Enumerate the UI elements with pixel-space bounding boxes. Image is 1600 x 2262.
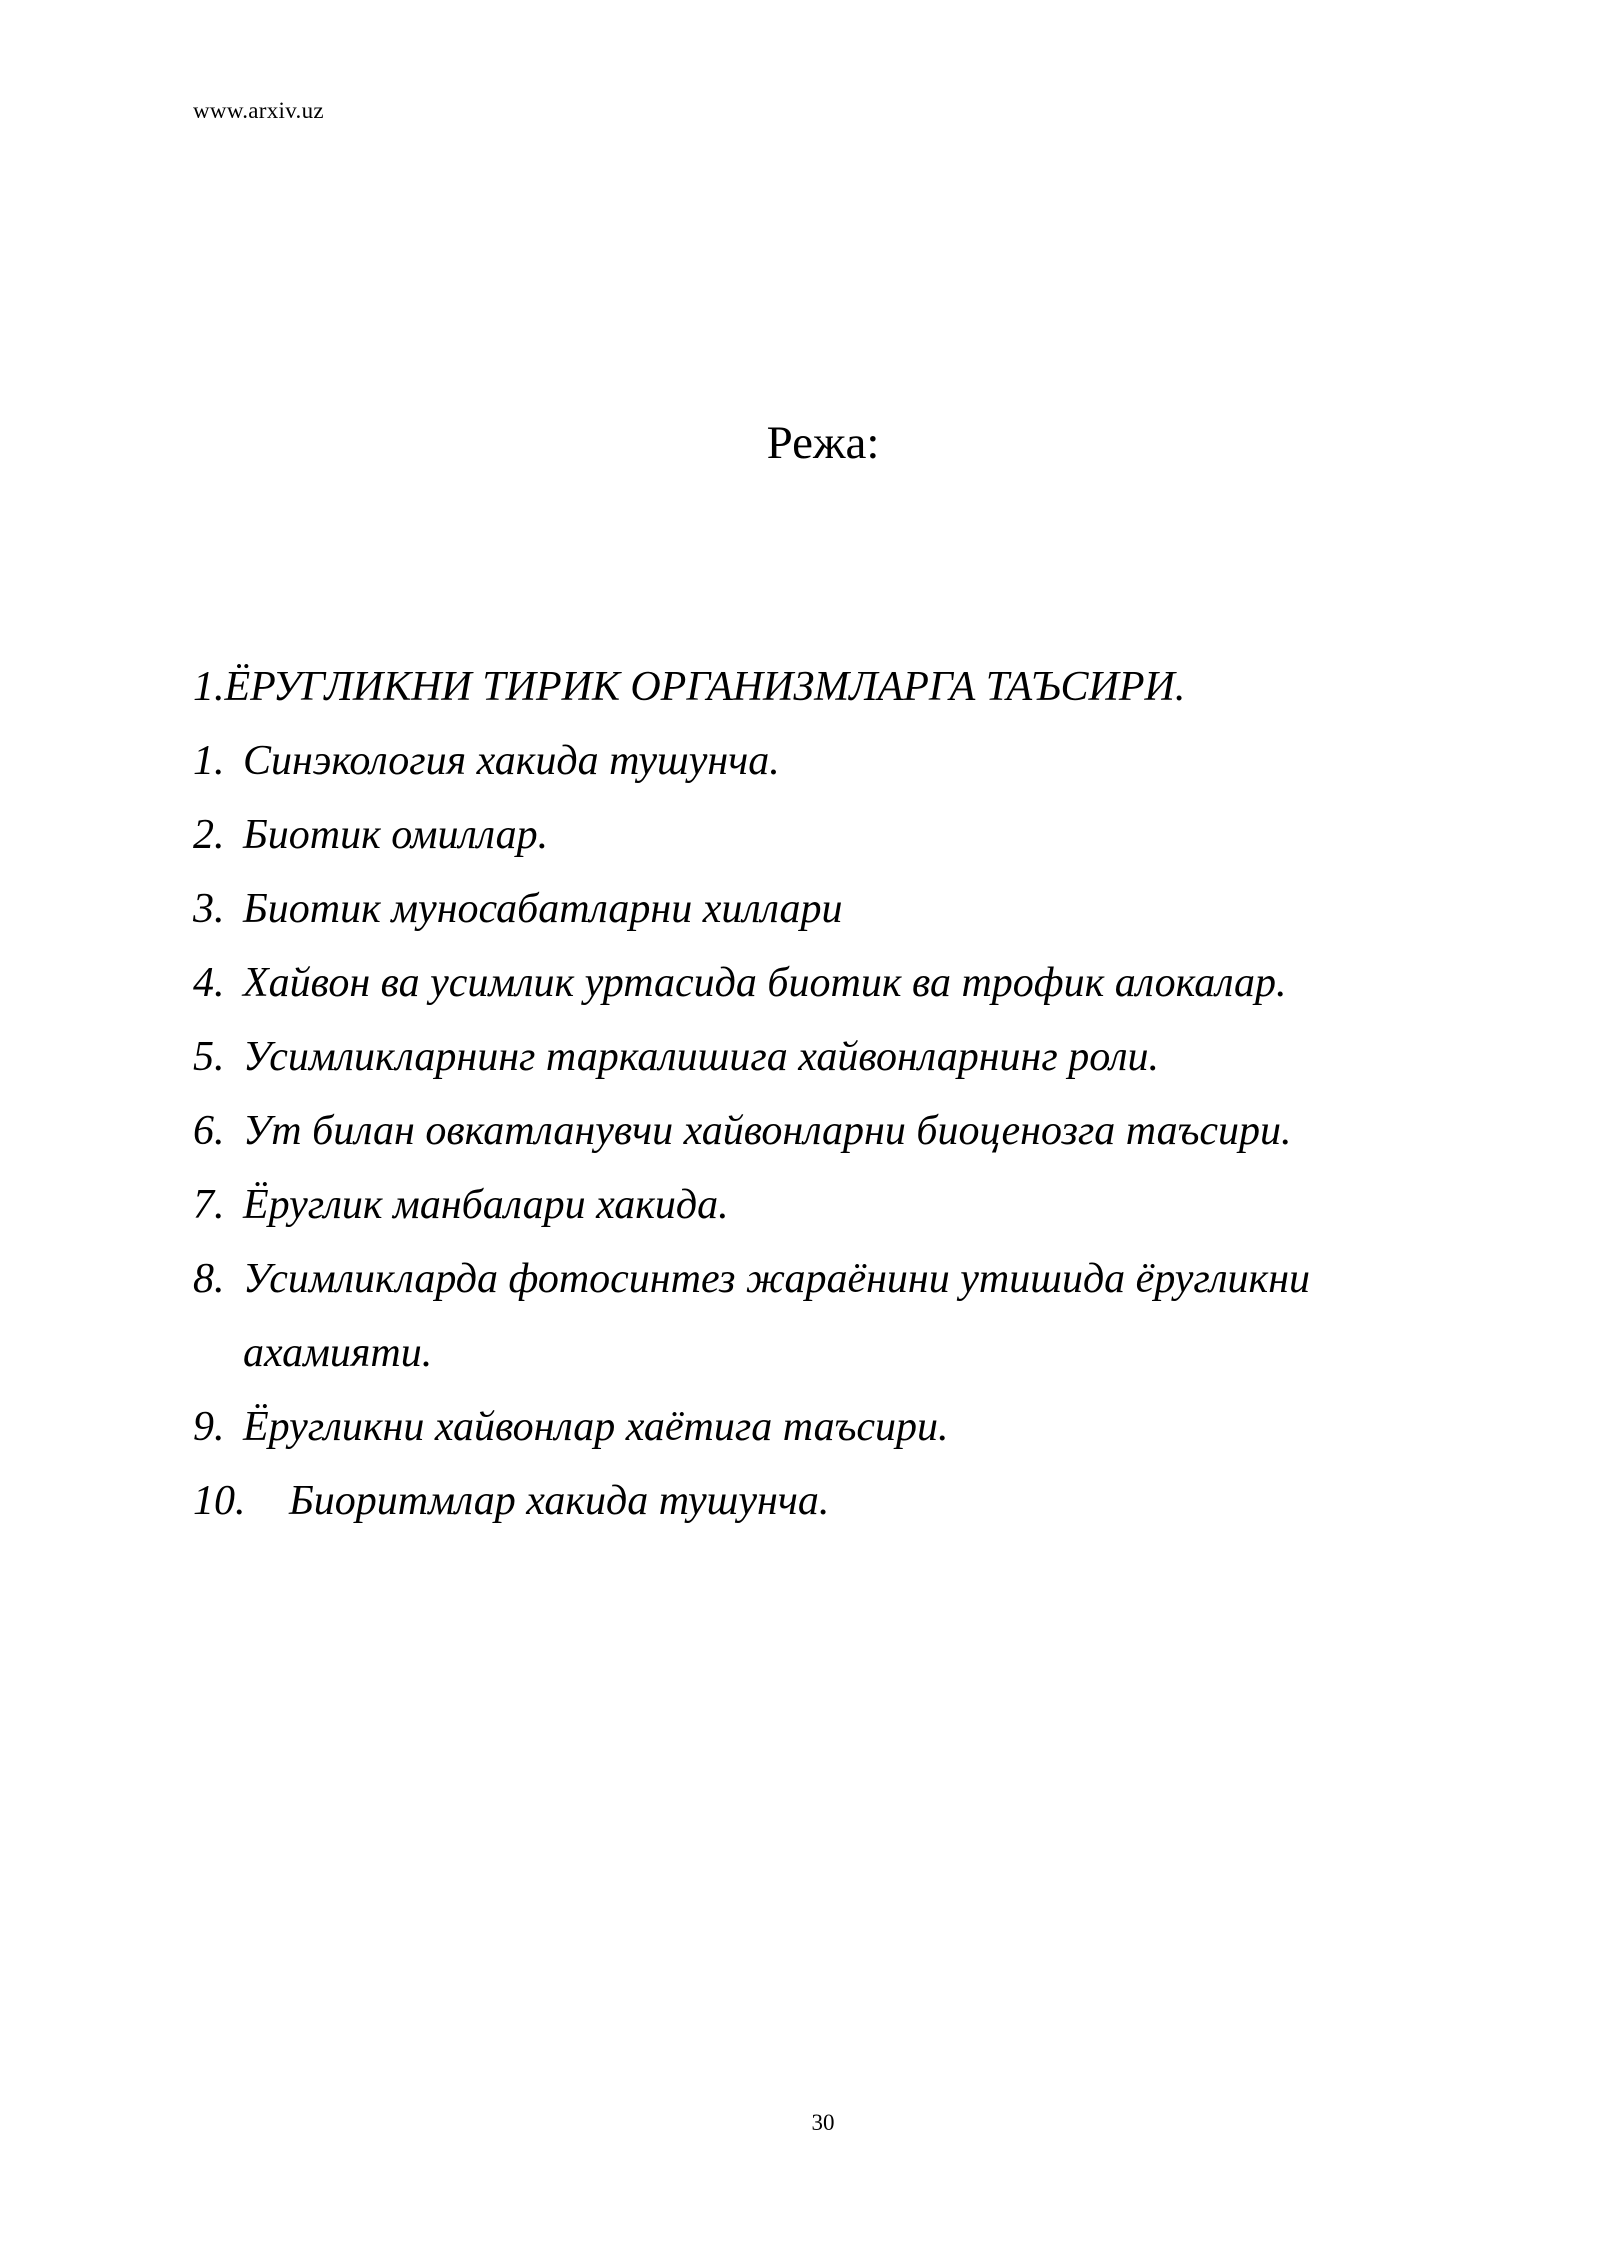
item-number: 8.	[193, 1256, 225, 1302]
plan-item-1	[193, 724, 1413, 798]
item-text: Хайвон ва усимлик уртасида биотик ва трофик алокалар.	[243, 960, 1287, 1006]
plan-item-3	[193, 872, 1413, 946]
plan-item-2	[193, 798, 1413, 872]
page-number: 30	[811, 2110, 835, 2135]
item-number: 10.	[193, 1478, 246, 1524]
plan-item-7	[193, 1168, 1413, 1242]
plan-item-6	[193, 1094, 1413, 1168]
plan-list	[193, 724, 1413, 1538]
item-number: 7.	[193, 1182, 225, 1228]
plan-content	[193, 650, 1413, 1538]
item-text: Ут билан овкатланувчи хайвонларни биоценозга таъсири.	[243, 1108, 1292, 1154]
item-number: 1.	[193, 738, 225, 784]
plan-item-4	[193, 946, 1413, 1020]
item-number: 5.	[193, 1034, 225, 1080]
item-text: Биотик муносабатларни хиллари	[243, 886, 843, 932]
plan-item-8	[193, 1242, 1413, 1390]
item-number: 3.	[193, 886, 225, 932]
item-text: Биотик омиллар.	[243, 812, 549, 858]
site-url: www.arxiv.uz	[193, 98, 324, 123]
item-number: 4.	[193, 960, 225, 1006]
item-text: Ёруглик манбалари хакида.	[243, 1182, 729, 1228]
plan-item-9	[193, 1390, 1413, 1464]
item-number: 9.	[193, 1404, 225, 1450]
item-text: Усимликларда фотосинтез жараёнини утишида ёругликни ахамияти.	[243, 1256, 1311, 1376]
item-number: 6.	[193, 1108, 225, 1154]
item-text: Синэкология хакида тушунча.	[243, 738, 780, 784]
item-text: Усимликларнинг таркалишига хайвонларнинг роли.	[243, 1034, 1160, 1080]
plan-item-10	[193, 1464, 1413, 1538]
item-text: Ёругликни хайвонлар хаётига таъсири.	[243, 1404, 949, 1450]
item-text: Биоритмлар хакида тушунча.	[289, 1478, 830, 1524]
plan-title: Режа:	[766, 417, 880, 469]
plan-heading: 1.ЁРУГЛИКНИ ТИРИК ОРГАНИЗМЛАРГА ТАЪСИРИ.	[193, 664, 1186, 710]
plan-item-5	[193, 1020, 1413, 1094]
item-number: 2.	[193, 812, 225, 858]
